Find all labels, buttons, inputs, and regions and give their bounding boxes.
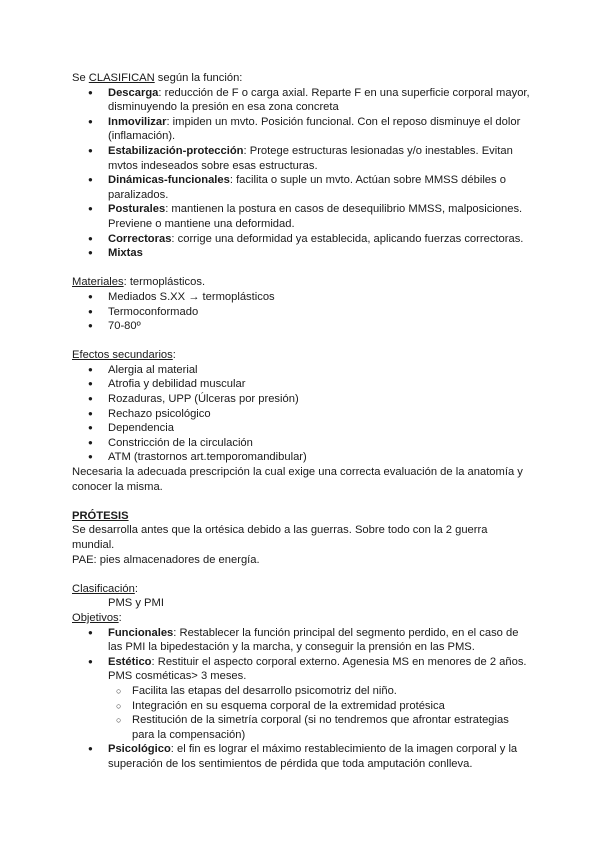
list-item <box>72 202 530 231</box>
sub-list-item: ○ Restitución de la simetría corporal (si no tendremos que afrontar estrategias para la compensación) <box>72 713 530 742</box>
objetivos-list <box>72 626 530 684</box>
item-term: Dinámicas-funcionales <box>108 174 230 187</box>
list-item <box>72 144 530 173</box>
objetivos-heading <box>72 611 530 626</box>
list-item <box>72 232 530 247</box>
item-text: : Restablecer la función principal del segmento perdido, en el caso de las PMI la bipedestación y la marcha, y conseguir la prensión en las PMS. <box>108 626 519 654</box>
item-term: Psicológico <box>108 743 171 756</box>
efectos-rest: : <box>172 349 176 362</box>
protesis-line1: Se desarrolla antes que la ortésica debido a las guerras. Sobre todo con la 2 guerra mundial. <box>72 524 488 551</box>
list-item <box>72 655 530 684</box>
clasificacion-list <box>72 86 530 261</box>
objetivos-label: Objetivos <box>72 611 119 624</box>
item-text: : facilita o suple un mvto. Actúan sobre MMSS débiles o paralizados. <box>108 174 506 201</box>
item-term: Estabilización-protección <box>108 144 244 157</box>
intro-post: según la función: <box>154 72 243 84</box>
item-text: : mantienen la postura en casos de desequilibrio MMSS, malposiciones. Previene o mantiene una deformidad. <box>108 203 523 230</box>
efectos-list <box>72 363 530 465</box>
list-item: ● Constricción de la circulación <box>72 436 530 451</box>
item-text: : reducción de F o carga axial. Reparte F en una superficie corporal mayor, disminuyendo la presión en esa zona concreta <box>108 86 530 114</box>
spacer <box>72 567 530 582</box>
objetivos-rest: : <box>118 611 122 624</box>
item-term: Inmovilizar <box>108 115 167 128</box>
item-term: Mixtas <box>108 247 143 260</box>
list-item: ● Mediados S.XX → termoplásticos <box>72 290 530 305</box>
spacer <box>72 261 530 276</box>
estetico-sublist <box>72 684 530 742</box>
item-term: Funcionales <box>108 626 174 639</box>
protesis-line2: PAE: pies almacenadores de energía. <box>72 553 260 566</box>
item-text: : el fin es lograr el máximo restablecimiento de la imagen corporal y la superación de los sentimientos de pérdida que toda amputación conlleva. <box>108 743 518 770</box>
list-item: ● Alergia al material <box>72 363 530 378</box>
item-text: : corrige una deformidad ya establecida, aplicando fuerzas correctoras. <box>171 232 524 245</box>
intro-pre: Se <box>72 72 89 84</box>
materiales-list <box>72 290 530 334</box>
materiales-rest: : termoplásticos. <box>123 276 206 289</box>
clasificacion-heading <box>72 582 530 597</box>
list-item <box>72 173 530 202</box>
list-item: ● Dependencia <box>72 421 530 436</box>
list-item <box>72 246 530 261</box>
list-item: ● Rechazo psicológico <box>72 407 530 422</box>
list-item <box>72 742 530 771</box>
item-text: : Protege estructuras lesionadas y/o inestables. Evitan mvtos indeseados sobre esas estructuras. <box>108 144 513 172</box>
sub-list-item: ○ Integración en su esquema corporal de la extremidad protésica <box>72 699 530 714</box>
item-term: Posturales <box>108 203 166 216</box>
clasificacion-rest: : <box>134 582 138 595</box>
item-text: : impiden un mvto. Posición funcional. Con el reposo disminuye el dolor (inflamación). <box>108 115 521 143</box>
intro-line <box>72 71 530 86</box>
item-term: Descarga <box>108 86 159 99</box>
efectos-label: Efectos secundarios <box>72 349 173 362</box>
objetivos-list-cont <box>72 742 530 771</box>
clasificacion-value: PMS y PMI <box>108 597 164 610</box>
item-term: Correctoras <box>108 232 172 245</box>
list-item: ● 70-80º <box>72 319 530 334</box>
list-item: ● ATM (trastornos art.temporomandibular) <box>72 450 530 465</box>
list-item <box>72 115 530 144</box>
list-item: ● Termoconformado <box>72 305 530 320</box>
protesis-title: PRÓTESIS <box>72 509 129 522</box>
spacer <box>72 494 530 509</box>
clasificacion-label: Clasificación <box>72 582 135 595</box>
item-term: Estético <box>108 655 152 668</box>
materiales-label: Materiales <box>72 276 124 289</box>
efectos-heading <box>72 348 530 363</box>
materiales-heading <box>72 275 530 290</box>
sub-list-item: ○ Facilita las etapas del desarrollo psicomotriz del niño. <box>72 684 530 699</box>
list-item <box>72 86 530 115</box>
clasifican-term: CLASIFICAN <box>88 72 155 84</box>
list-item: ● Atrofia y debilidad muscular <box>72 377 530 392</box>
list-item <box>72 626 530 655</box>
list-item: ● Rozaduras, UPP (Úlceras por presión) <box>72 392 530 407</box>
item-text: : Restituir el aspecto corporal externo. Agenesia MS en menores de 2 años. PMS cosméticas> 3 meses. <box>108 655 527 683</box>
efectos-note: Necesaria la adecuada prescripción la cual exige una correcta evaluación de la anatomía y conocer la misma. <box>72 466 523 493</box>
spacer <box>72 334 530 349</box>
